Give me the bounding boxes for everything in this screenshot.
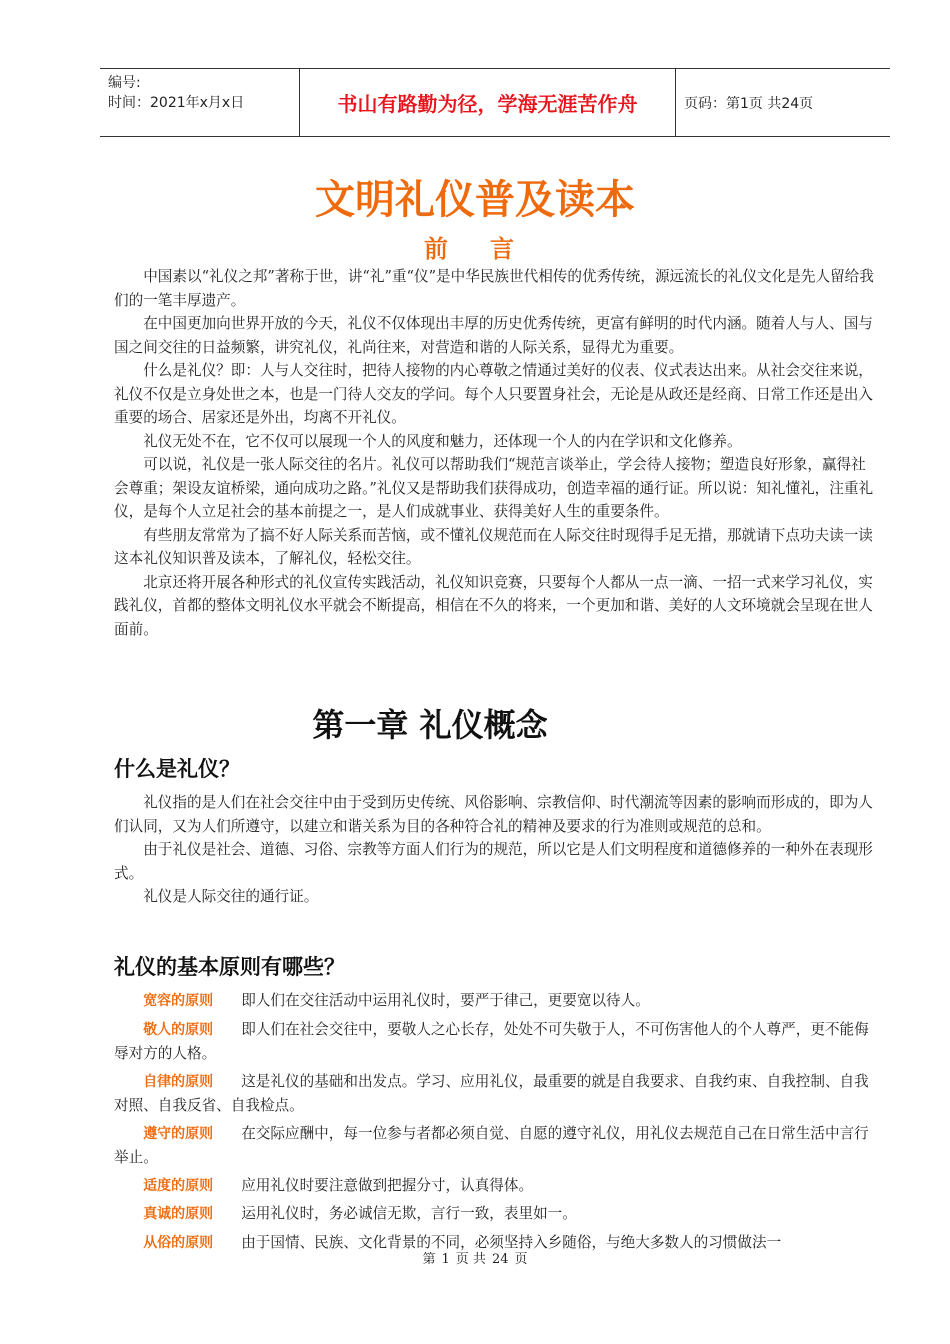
footer-prefix: 第 bbox=[422, 1252, 436, 1267]
principle-text: 应用礼仪时要注意做到把握分寸，认真得体。 bbox=[241, 1176, 534, 1194]
header-meta bbox=[100, 69, 300, 136]
header-page-label: 页码：第1页 共24页 bbox=[684, 95, 814, 112]
principle-name: 遵守的原则 bbox=[143, 1125, 214, 1142]
page-header bbox=[100, 68, 890, 137]
principle-item bbox=[114, 1174, 876, 1199]
principles-list bbox=[114, 989, 876, 1259]
principle-name: 自律的原则 bbox=[143, 1073, 214, 1090]
footer-total-pages: 24 bbox=[491, 1252, 509, 1267]
preface-paragraph: 北京还将开展各种形式的礼仪宣传实践活动，礼仪知识竞赛，只要每个人都从一点一滴、一招一式来学习礼仪，实践礼仪，首都的整体文明礼仪水平就会不断提高，相信在不久的将来，一个更加和谐、美好的人文环境就会呈现在世人面前。 bbox=[114, 573, 873, 638]
section-paragraph: 礼仪是人际交往的通行证。 bbox=[143, 888, 319, 905]
preface-body bbox=[114, 265, 876, 641]
document-number-label: 编号: bbox=[108, 75, 141, 91]
principle-text: 在交际应酬中，每一位参与者都必须自觉、自愿的遵守礼仪，用礼仪去规范自己在日常生活中言行举止。 bbox=[114, 1124, 869, 1166]
principle-item bbox=[114, 1122, 876, 1170]
principle-item bbox=[114, 1202, 876, 1227]
header-motto-cell bbox=[300, 69, 676, 136]
principle-name: 敬人的原则 bbox=[143, 1021, 214, 1038]
principle-text: 这是礼仪的基础和出发点。学习、应用礼仪，最重要的就是自我要求、自我约束、自我控制、自我对照、自我反省、自我检点。 bbox=[114, 1072, 869, 1114]
principle-item bbox=[114, 1018, 876, 1066]
principle-name: 适度的原则 bbox=[143, 1177, 214, 1194]
principle-name: 从俗的原则 bbox=[143, 1234, 214, 1251]
section-paragraph: 礼仪指的是人们在社会交往中由于受到历史传统、风俗影响、宗教信仰、时代潮流等因素的影响而形成的，即为人们认同，又为人们所遵守，以建立和谐关系为目的各种符合礼的精神及要求的行为准则或规范的总和。 bbox=[114, 794, 873, 835]
principle-item bbox=[114, 989, 876, 1014]
principle-name: 真诚的原则 bbox=[143, 1206, 214, 1222]
chapter-title: 第一章 礼仪概念 bbox=[312, 706, 548, 744]
footer-suffix: 页 bbox=[514, 1252, 528, 1267]
header-page-cell bbox=[676, 69, 890, 136]
page-footer bbox=[0, 1248, 950, 1267]
principle-text: 即人们在社会交往中，要敬人之心长存，处处不可失敬于人，不可伤害他人的个人尊严，更不能侮辱对方的人格。 bbox=[114, 1020, 869, 1062]
principle-text: 运用礼仪时，务必诚信无欺，言行一致，表里如一。 bbox=[241, 1205, 577, 1222]
principle-text: 即人们在交往活动中运用礼仪时，要严于律己，更要宽以待人。 bbox=[241, 992, 650, 1009]
principle-name: 宽容的原则 bbox=[143, 993, 214, 1009]
principle-text: 由于国情、民族、文化背景的不同，必须坚持入乡随俗，与绝大多数人的习惯做法一 bbox=[241, 1233, 782, 1251]
preface-paragraph: 什么是礼仪？即：人与人交往时，把待人接物的内心尊敬之情通过美好的仪表、仪式表达出来。从社会交往来说，礼仪不仅是立身处世之本，也是一门待人交友的学问。每个人只要置身社会，无论是从政还是经商、日常工作还是出入重要的场合、居家还是外出，均离不开礼仪。 bbox=[114, 362, 873, 426]
preface-paragraph: 在中国更加向世界开放的今天，礼仪不仅体现出丰厚的历史优秀传统，更富有鲜明的时代内涵。随着人与人、国与国之间交往的日益频繁，讲究礼仪，礼尚往来，对营造和谐的人际关系，显得尤为重要。 bbox=[114, 315, 873, 356]
footer-middle: 页 共 bbox=[455, 1252, 486, 1267]
document-title: 文明礼仪普及读本 bbox=[315, 177, 635, 223]
principle-item bbox=[114, 1070, 876, 1118]
header-motto: 书山有路勤为径，学海无涯苦作舟 bbox=[337, 92, 638, 116]
preface-paragraph: 中国素以“礼仪之邦”著称于世，讲“礼”重“仪”是中华民族世代相传的优秀传统，源远流长的礼仪文化是先人留给我们的一笔丰厚遗产。 bbox=[114, 268, 874, 309]
preface-paragraph: 礼仪无处不在，它不仅可以展现一个人的风度和魅力，还体现一个人的内在学识和文化修养。 bbox=[143, 432, 742, 450]
section-body bbox=[114, 791, 876, 909]
preface-heading: 前言 bbox=[424, 235, 556, 263]
section-heading: 什么是礼仪？ bbox=[114, 757, 240, 781]
preface-paragraph: 有些朋友常常为了搞不好人际关系而苦恼，或不懂礼仪规范而在人际交往时现得手足无措，那就请下点功夫读一读这本礼仪知识普及读本，了解礼仪，轻松交往。 bbox=[114, 526, 873, 567]
section-heading: 礼仪的基本原则有哪些？ bbox=[114, 955, 345, 979]
preface-paragraph: 可以说，礼仪是一张人际交往的名片。礼仪可以帮助我们“规范言谈举止，学会待人接物；塑造良好形象，赢得社会尊重；架设友谊桥梁，通向成功之路。”礼仪又是帮助我们获得成功，创造幸福的通行证。所以说：知礼懂礼，注重礼仪，是每个人立足社会的基本前提之一，是人们成就事业、获得美好人生的重要条件。 bbox=[114, 456, 874, 520]
document-time-label: 时间：2021年x月x日 bbox=[108, 95, 245, 111]
footer-page-number: 1 bbox=[441, 1252, 450, 1267]
section-paragraph: 由于礼仪是社会、道德、习俗、宗教等方面人们行为的规范，所以它是人们文明程度和道德修养的一种外在表现形式。 bbox=[114, 841, 873, 882]
